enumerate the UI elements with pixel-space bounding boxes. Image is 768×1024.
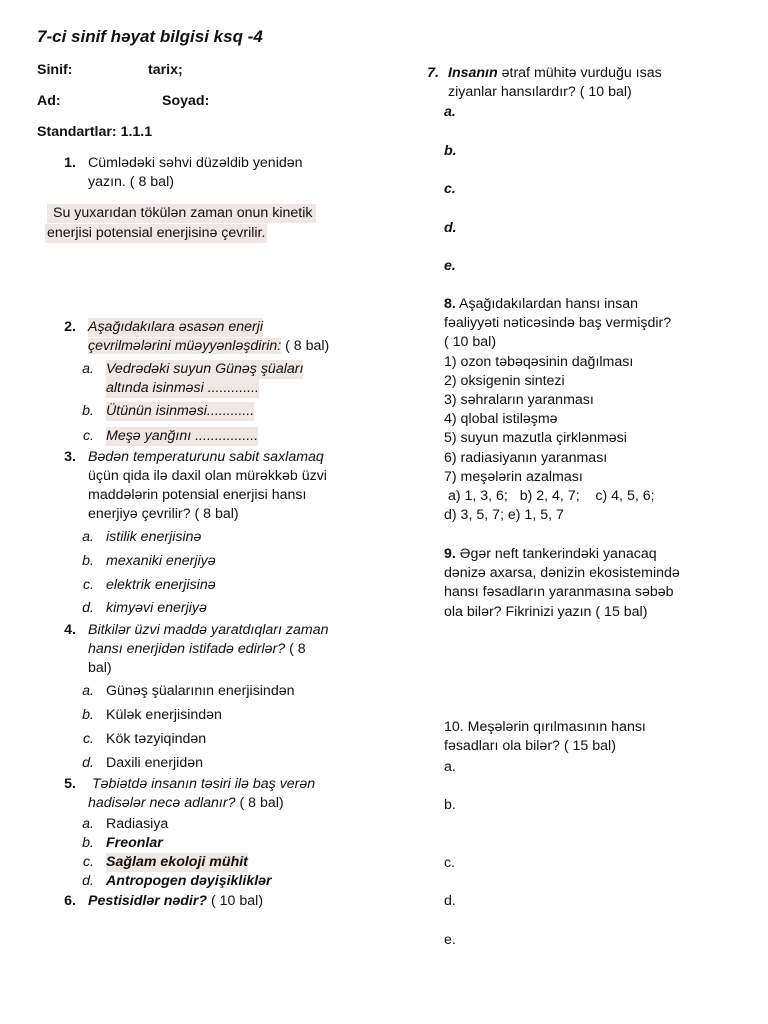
q1-text-line2: yazın. ( 8 bal) [88, 174, 174, 190]
q2-option-c-letter: c. [82, 428, 94, 444]
q3-option-a-text: istilik enerjisinə [106, 529, 202, 545]
q4-text-line1: Bitkilər üzvi maddə yaratdıqları zaman [88, 622, 329, 638]
surname-label: Soyad: [162, 93, 210, 109]
q5-option-b-letter: b. [82, 835, 94, 851]
q3-option-b-letter: b. [82, 553, 94, 569]
q4-option-a-text: Günəş şüalarının enerjisindən [106, 683, 295, 699]
q1-number: 1. [64, 155, 76, 171]
q6-text-main: Pestisidlər nədir? [88, 893, 208, 909]
q8-text-line1-rest: Aşağıdakılardan hansı insan [455, 296, 639, 312]
q2-text-line2 [88, 337, 329, 356]
q4-text-line3: bal) [88, 660, 112, 676]
q8-text-line3: ( 10 bal) [444, 334, 497, 350]
q6-number: 6. [64, 893, 76, 909]
q3-text-line2: üçün qida ilə daxil olan mürəkkəb üzvi [88, 468, 327, 484]
q3-option-b-text: mexaniki enerjiyə [106, 553, 216, 569]
q2-option-c-text: Meşə yanğını ................ [106, 428, 259, 444]
q4-option-b-text: Külək enerjisindən [106, 707, 222, 723]
q10-answer-a: a. [444, 759, 456, 775]
q7-text-line2: ziyanlar hansılardır? ( 10 bal) [448, 84, 632, 100]
q7-answer-e: e. [444, 258, 456, 274]
q5-option-d-letter: d. [82, 873, 94, 889]
q9-text-line2: dənizə axarsa, dənizin ekosistemində [444, 565, 680, 581]
name-label: Ad: [37, 93, 61, 109]
q8-item-4: 4) qlobal istiləşmə [444, 411, 558, 427]
q1-text-line1: Cümlədəki səhvi düzəldib yenidən [88, 155, 303, 171]
q2-option-a-letter: a. [82, 361, 94, 377]
q4-option-b-letter: b. [82, 707, 94, 723]
q7-answer-b: b. [444, 143, 457, 159]
q8-item-1: 1) ozon təbəqəsinin dağılması [444, 354, 634, 370]
q9-text-line4: ola bilər? Fikrinizi yazın ( 15 bal) [444, 604, 648, 620]
q8-item-6: 6) radiasiyanın yaranması [444, 450, 608, 466]
q2-text-line2-main: çevrilmələrini müəyyənləşdirin: [88, 338, 282, 354]
q7-number: 7. [427, 65, 439, 81]
q4-option-c-text: Kök təzyiqindən [106, 731, 207, 747]
q5-text-line2 [88, 794, 284, 813]
q4-points: ( 8 [285, 641, 306, 657]
q6-points: ( 10 bal) [207, 893, 264, 909]
q7-answer-c: c. [444, 181, 456, 197]
q4-option-d-text: Daxili enerjidən [106, 755, 203, 771]
q10-text-line1: 10. Meşələrin qırılmasının hansı [444, 719, 646, 735]
q3-option-a-letter: a. [82, 529, 94, 545]
q8-item-3: 3) səhraların yaranması [444, 392, 594, 408]
q1-sentence-line2: enerjisi potensial enerjisinə çevrilir. [47, 225, 266, 241]
q5-text-line1: Təbiətdə insanın təsiri ilə baş verən [92, 776, 316, 792]
q8-item-7: 7) meşələrin azalması [444, 469, 583, 485]
q4-text-line2 [88, 640, 306, 659]
q10-answer-e: e. [444, 932, 456, 948]
q7-text-line1 [448, 64, 662, 83]
q8-choices-line2: d) 3, 5, 7; e) 1, 5, 7 [444, 507, 564, 523]
date-label: tarix; [148, 62, 183, 78]
q3-option-d-text: kimyəvi enerjiyə [106, 600, 207, 616]
q4-option-c-letter: c. [82, 731, 94, 747]
q3-option-d-letter: d. [82, 600, 94, 616]
q3-option-c-text: elektrik enerjisinə [106, 577, 216, 593]
q5-option-a-letter: a. [82, 816, 94, 832]
q4-option-d-letter: d. [82, 755, 94, 771]
q7-text-line1-bold: Insanın [448, 65, 498, 81]
q10-answer-b: b. [444, 797, 456, 813]
q6-text [88, 892, 263, 911]
q3-number: 3. [64, 449, 76, 465]
q5-text-line2-main: hadisələr necə adlanır? [88, 795, 236, 811]
q5-option-c-text: Sağlam ekoloji mühit [106, 854, 248, 870]
q8-text-line1 [444, 295, 638, 314]
q2-text-line1: Aşağıdakılara əsasən enerji [88, 319, 264, 335]
q2-option-a-line2: altında isinməsi ............. [106, 380, 259, 396]
q3-text-line3: maddələrin potensial enerjisi hansı [88, 487, 307, 503]
q2-number: 2. [64, 319, 76, 335]
q2-option-b-text: Ütünün isinməsi............ [106, 403, 255, 419]
q3-text-line4: enerjiyə çevrilir? ( 8 bal) [88, 506, 239, 522]
q7-text-line1-rest: ətraf mühitə vurduğu ısas [497, 65, 662, 81]
q2-option-b-letter: b. [82, 403, 94, 419]
q5-option-b-text: Freonlar [106, 835, 163, 851]
q2-option-a-line1: Vedrədəki suyun Günəş şüaları [106, 361, 304, 377]
q9-text-line1 [444, 545, 657, 564]
q10-answer-d: d. [444, 893, 456, 909]
q4-number: 4. [64, 622, 76, 638]
q8-item-2: 2) oksigenin sintezi [444, 373, 565, 389]
q2-points: ( 8 bal) [281, 338, 330, 354]
standards-label: Standartlar: 1.1.1 [37, 124, 153, 140]
q7-answer-a: a. [444, 104, 456, 120]
q9-text-line1-rest: Əgər neft tankerindəki yanacaq [455, 546, 657, 562]
page-title: 7-ci sinif həyat bilgisi ksq -4 [37, 27, 263, 46]
q4-text-line2-main: hansı enerjidən istifadə edirlər? [88, 641, 286, 657]
q3-option-c-letter: c. [82, 577, 94, 593]
q5-option-a-text: Radiasiya [106, 816, 169, 832]
q5-option-c-letter: c. [82, 854, 94, 870]
q7-answer-d: d. [444, 220, 457, 236]
q8-number: 8. [444, 296, 456, 312]
q8-choices-line1: a) 1, 3, 6; b) 2, 4, 7; c) 4, 5, 6; [444, 488, 655, 504]
q10-text-line2: fəsadları ola bilər? ( 15 bal) [444, 738, 616, 754]
q3-text-line1: Bədən temperaturunu sabit saxlamaq [88, 449, 324, 465]
q4-option-a-letter: a. [82, 683, 94, 699]
q8-item-5: 5) suyun mazutla çirklənməsi [444, 430, 627, 446]
q5-points: ( 8 bal) [235, 795, 284, 811]
q9-text-line3: hansı fəsadların yaranmasına səbəb [444, 584, 674, 600]
q10-answer-c: c. [444, 855, 456, 871]
q5-number: 5. [64, 776, 76, 792]
q9-number: 9. [444, 546, 456, 562]
class-label: Sinif: [37, 62, 73, 78]
q1-sentence-line1: Su yuxarıdan tökülən zaman onun kinetik [47, 204, 316, 223]
q5-option-d-text: Antropogen dəyişikliklər [106, 873, 272, 889]
q8-text-line2: fəaliyyəti nəticəsində baş vermişdir? [444, 315, 672, 331]
